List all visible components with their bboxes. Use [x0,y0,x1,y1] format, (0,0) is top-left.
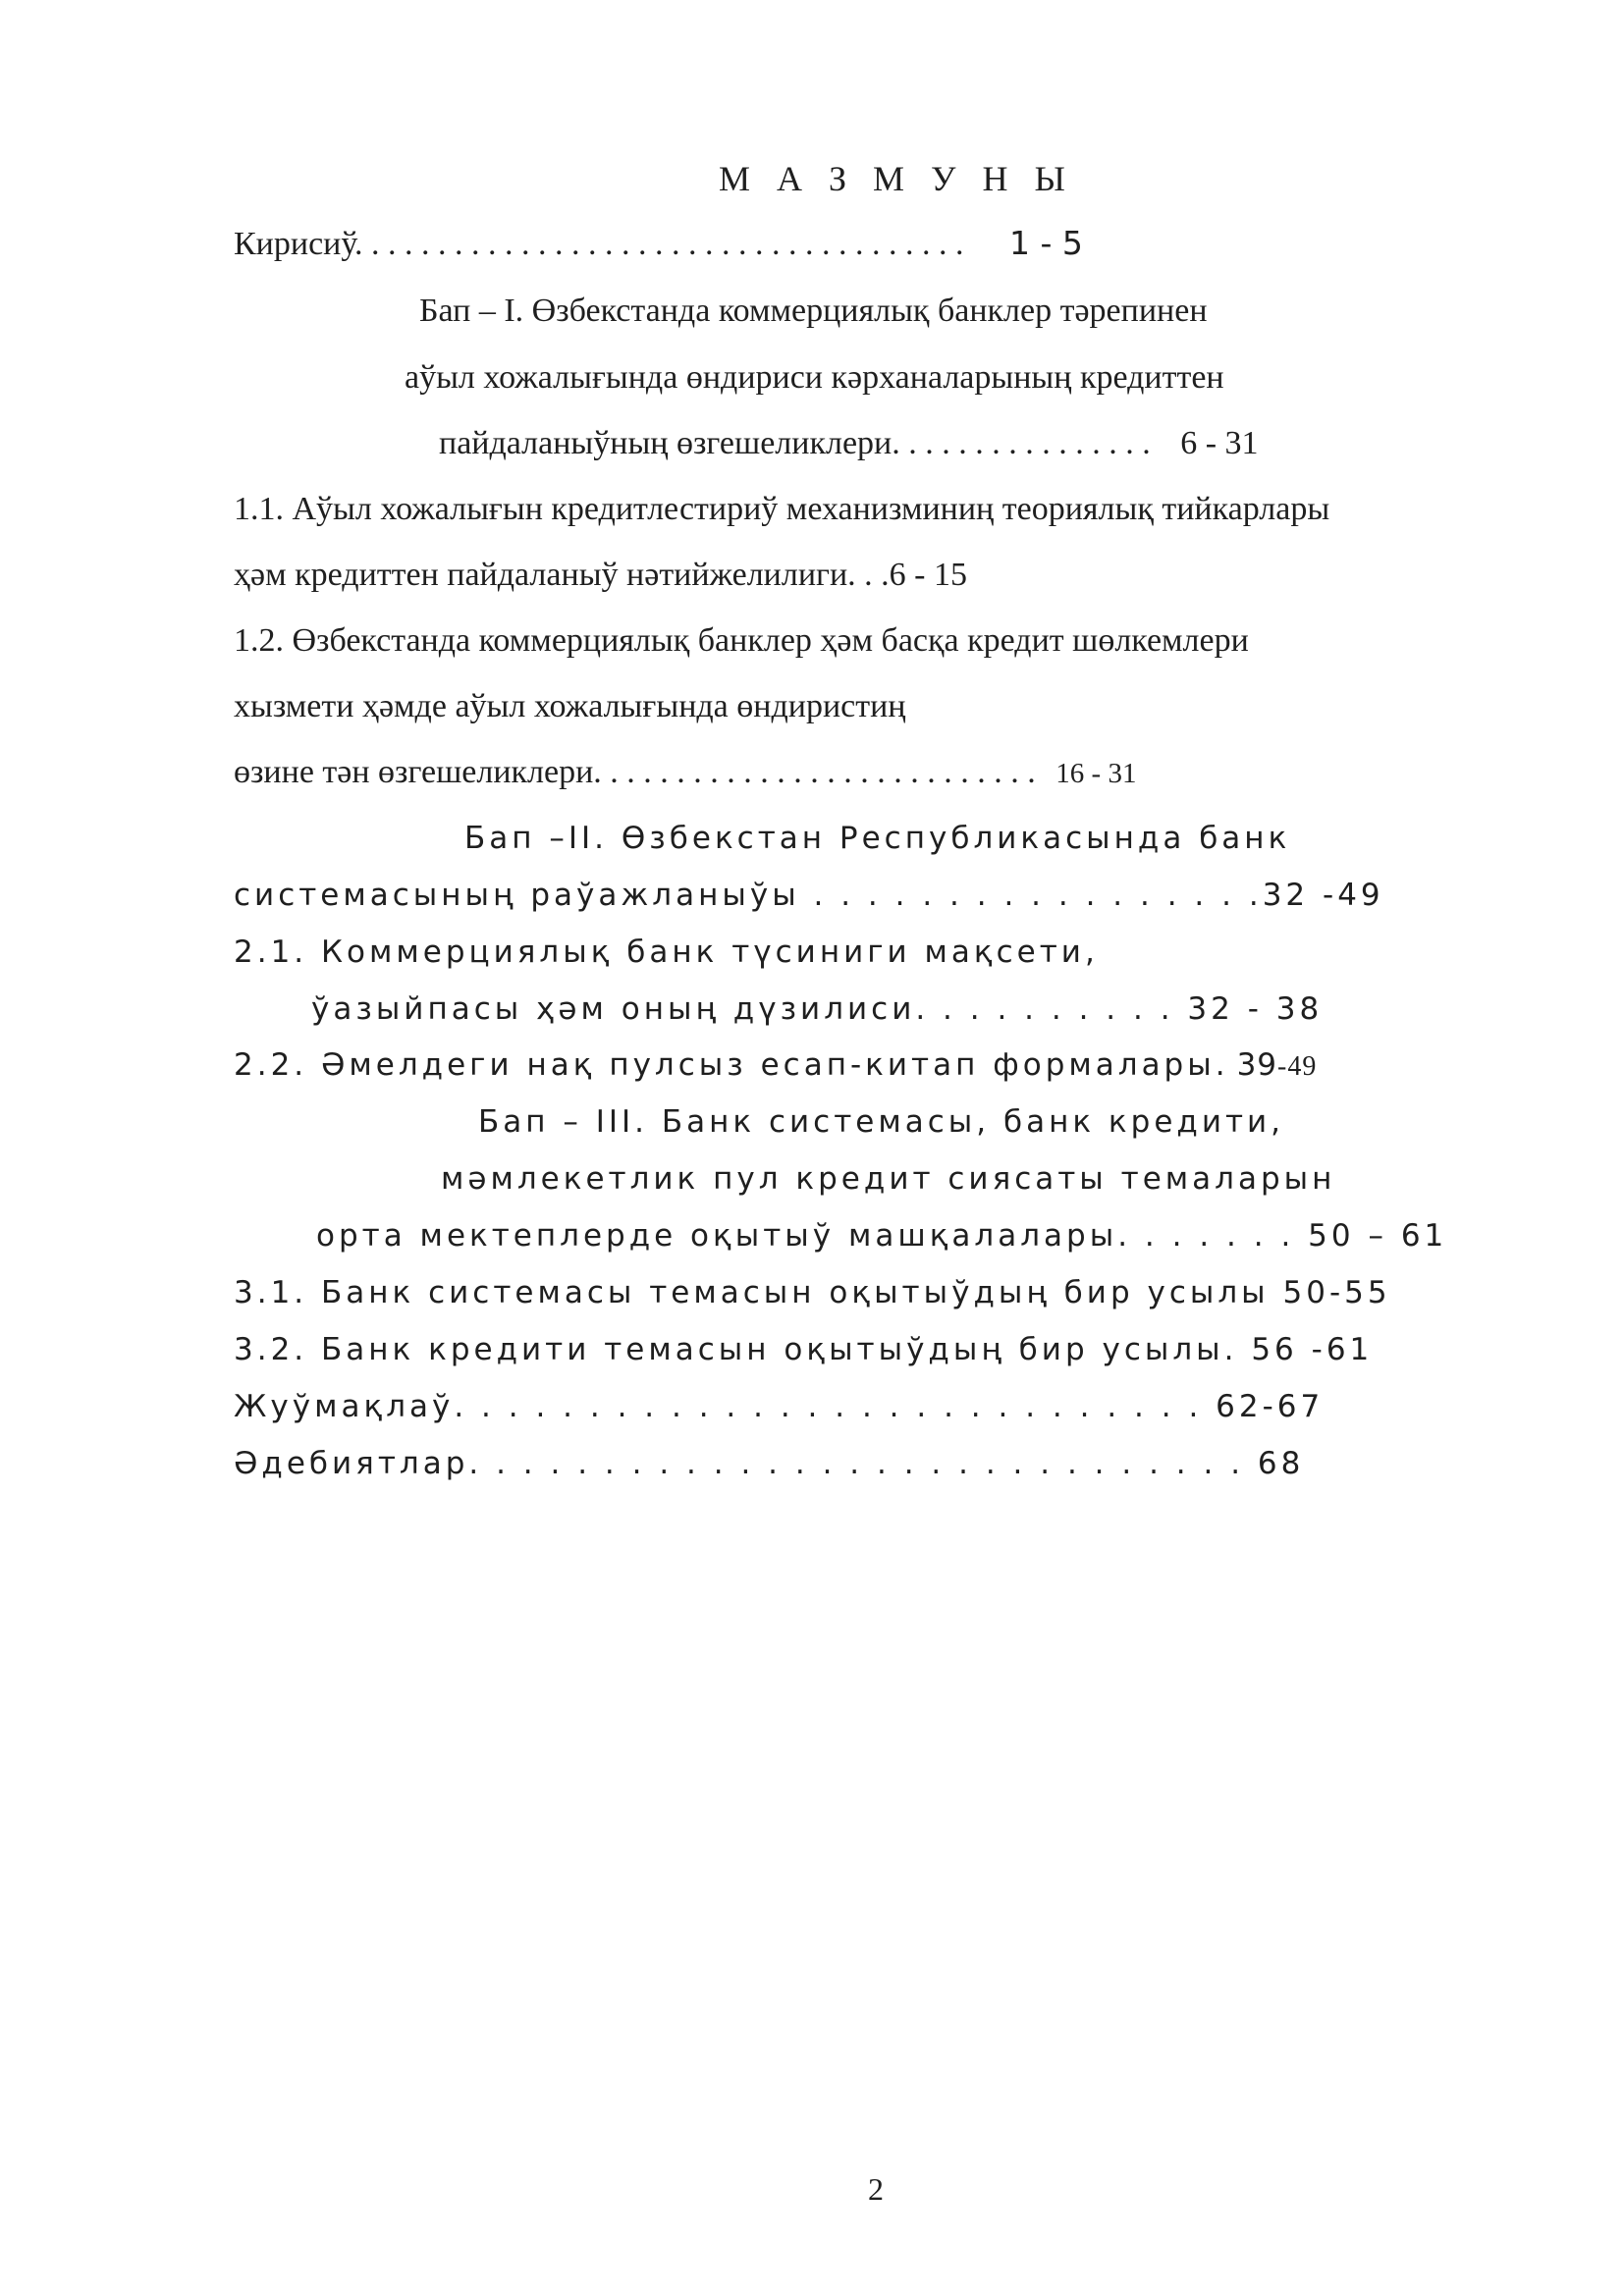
toc-section-2-1-line-2: ўазыйпасы ҳәм оның дүзилиси. . . . . . . . . . 32 - 38 [311,991,1324,1027]
toc-entry-pages-start: 39 [1236,1047,1278,1083]
toc-chapter-1-line-3 [439,422,1259,465]
toc-chapter-2-line-2: системасының раўажланыўы . . . . . . . . . . . . . . . . .32 -49 [234,878,1384,913]
toc-section-1-2-line-2: хызмети ҳәмде аўыл хожалығында өндиристиң [234,688,906,724]
toc-entry-text: өзине тән өзгешеликлери. . . . . . . . . . . . . . . . . . . . . . . . . . . [234,754,1036,790]
toc-chapter-2-line-1: Бап –II. Өзбекстан Республикасында банк [464,821,1291,856]
toc-section-1-1-line-2: ҳәм кредиттен пайдаланыў нәтийжелилиги. . .6 - 15 [234,557,967,593]
toc-entry-pages-end: -49 [1277,1051,1318,1082]
toc-chapter-3-line-3: орта мектеплерде оқытыў машқалалары. . . . . . . 50 – 61 [316,1218,1448,1254]
toc-section-1-1-line-1: 1.1. Аўыл хожалығын кредитлестириў механизминиң теориялық тийкарлары [234,491,1330,527]
toc-chapter-1-line-1: Бап – I. Өзбекстанда коммерциялық банклер тәрепинен [419,293,1208,329]
toc-section-2-2 [234,1043,1317,1089]
toc-section-2-1-line-1: 2.1. Коммерциялық банк түсиниги мақсети, [234,934,1099,970]
page-title: М А З М У Н Ы [719,159,1074,198]
toc-entry-text: Кирисиў. . . . . . . . . . . . . . . . . . . . . . . . . . . . . . . . . . . . . [234,226,964,262]
toc-entry-pages: 1 - 5 [1008,224,1083,262]
toc-entry-text: 2.2. Әмелдеги нақ пулсыз есап-китап формалары. [234,1047,1229,1083]
toc-entry-references: Әдебиятлар. . . . . . . . . . . . . . . . . . . . . . . . . . . . . 68 [234,1446,1305,1481]
toc-section-3-1: 3.1. Банк системасы темасын оқытыўдың бир усылы 50-55 [234,1275,1391,1310]
toc-section-1-2-line-3 [234,751,1136,795]
toc-chapter-1-line-2: аўыл хожалығында өндириси кәрханаларының кредиттен [405,359,1224,396]
toc-section-3-2: 3.2. Банк кредити темасын оқытыўдың бир усылы. 56 -61 [234,1332,1374,1367]
toc-entry-text: пайдаланыўның өзгешеликлери. . . . . . . . . . . . . . . . [439,425,1151,461]
toc-entry-conclusion: Жуўмақлаў. . . . . . . . . . . . . . . . . . . . . . . . . . . . 62-67 [234,1389,1325,1424]
toc-entry-pages: 6 - 31 [1180,425,1259,461]
toc-section-1-2-line-1: 1.2. Өзбекстанда коммерциялық банклер ҳәм басқа кредит шөлкемлери [234,622,1249,659]
toc-entry-introduction [234,222,1083,266]
toc-chapter-3-line-2: мәмлекетлик пул кредит сиясаты темаларын [441,1161,1336,1197]
page-number: 2 [868,2171,884,2207]
toc-entry-pages: 16 - 31 [1055,758,1137,789]
toc-chapter-3-line-1: Бап – III. Банк системасы, банк кредити, [478,1104,1285,1140]
